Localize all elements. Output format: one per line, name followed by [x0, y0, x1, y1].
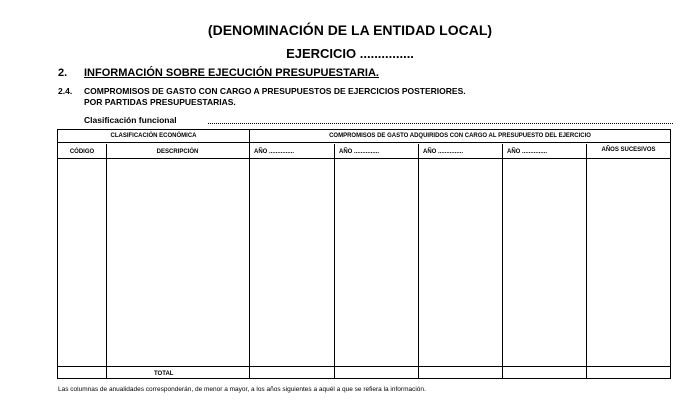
header-anio-2: AÑO ...............: [339, 149, 380, 155]
subsection-title-line2: POR PARTIDAS PRESUPUESTARIAS.: [84, 97, 236, 107]
header-anio-3: AÑO ...............: [423, 149, 464, 155]
col-divider-anio-4: [586, 144, 587, 378]
header-descripcion: DESCRIPCIÓN: [156, 149, 199, 155]
col-divider-economica: [249, 130, 250, 378]
header-divider-2: [58, 158, 670, 159]
clasificacion-funcional-label: Clasificación funcional: [84, 115, 177, 125]
total-divider: [58, 366, 670, 367]
section-number: 2.: [58, 67, 68, 79]
header-anio-1: AÑO ...............: [254, 149, 295, 155]
section-title: INFORMACIÓN SOBRE EJECUCIÓN PRESUPUESTARIA.: [84, 67, 379, 79]
subsection-title-line1: COMPROMISOS DE GASTO CON CARGO A PRESUPUESTOS DE EJERCICIOS POSTERIORES.: [84, 86, 466, 96]
total-label: TOTAL: [154, 371, 174, 377]
header-codigo: CÓDIGO: [69, 149, 95, 155]
footnote: Las columnas de anualidades corresponderán, de menor a mayor, a los años siguientes a aquél a que se refiera la información.: [58, 386, 426, 393]
header-anio-4: AÑO ...............: [507, 149, 548, 155]
subsection-number: 2.4.: [58, 86, 73, 96]
clasificacion-funcional-field[interactable]: [208, 115, 673, 124]
col-divider-anio-2: [418, 144, 419, 378]
header-divider-1: [58, 142, 670, 143]
header-compromisos: COMPROMISOS DE GASTO ADQUIRIDOS CON CARGO AL PRESUPUESTO DEL EJERCICIO: [329, 133, 591, 139]
header-clasificacion-economica: CLASIFICACIÓN ECONÓMICA: [110, 133, 197, 139]
ejercicio-title: EJERCICIO ...............: [286, 46, 414, 61]
col-divider-anio-1: [334, 144, 335, 378]
header-anios-sucesivos: AÑOS SUCESIVOS: [601, 147, 656, 153]
col-divider-codigo: [106, 144, 107, 378]
entity-title: (DENOMINACIÓN DE LA ENTIDAD LOCAL): [207, 22, 493, 38]
compromisos-table: [57, 129, 671, 379]
col-divider-anio-3: [502, 144, 503, 378]
